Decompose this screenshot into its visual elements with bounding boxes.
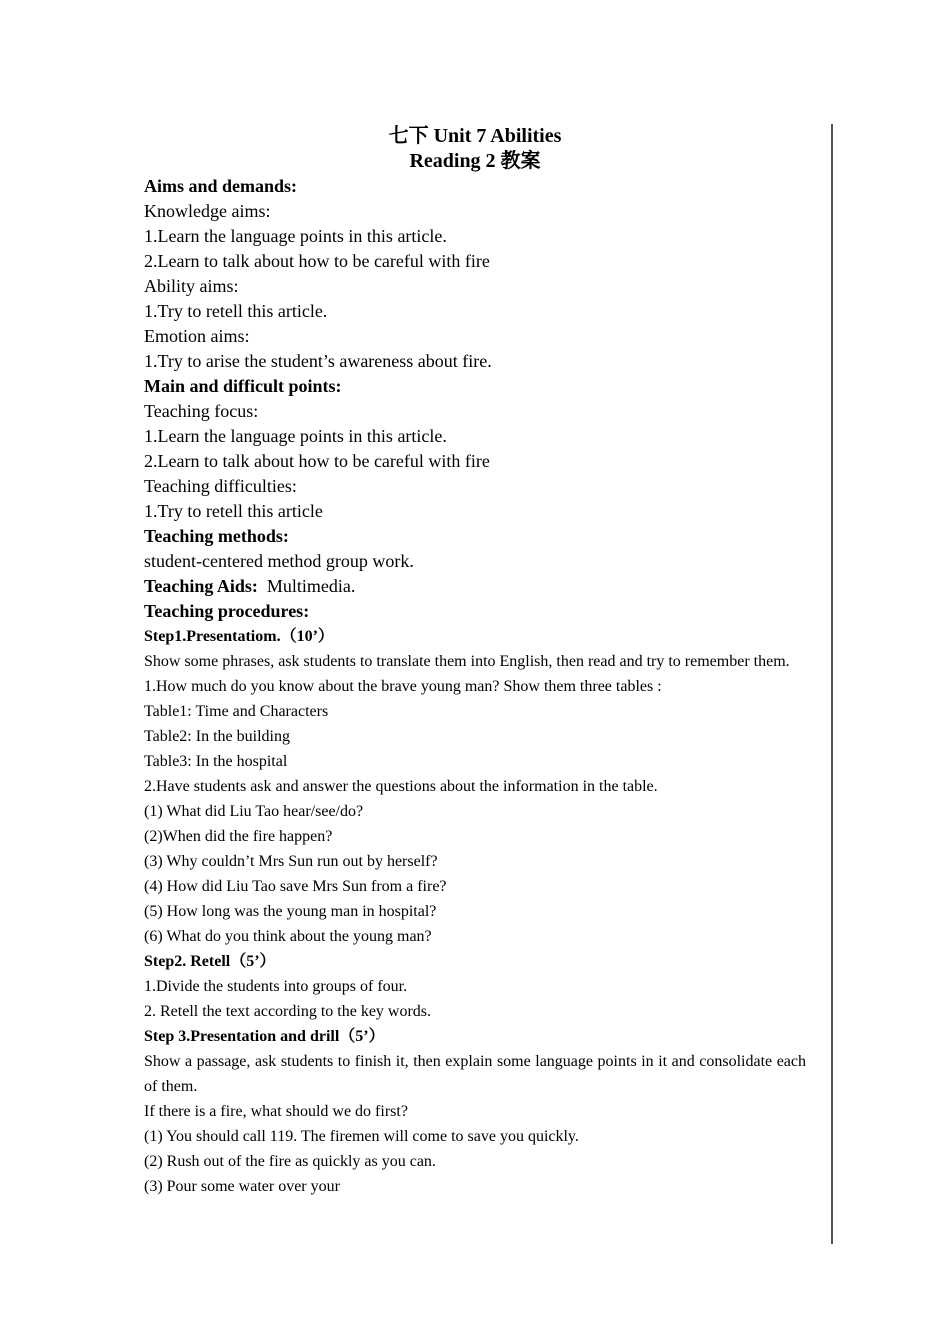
teaching-aids-line <box>144 574 806 599</box>
step1-table-2: Table2: In the building <box>144 728 290 745</box>
knowledge-aim-1: 1.Learn the language points in this article. <box>144 226 447 246</box>
ability-aims-heading: Ability aims: <box>144 276 239 296</box>
teaching-methods-heading: Teaching methods: <box>144 526 289 546</box>
step1-question-2: 2.Have students ask and answer the questions about the information in the table. <box>144 778 658 795</box>
step1-sub-question: (3) Why couldn’t Mrs Sun run out by herself? <box>144 853 438 870</box>
step1-question-1: 1.How much do you know about the brave young man? Show them three tables : <box>144 678 662 695</box>
step2-item-1: 1.Divide the students into groups of four. <box>144 978 408 995</box>
emotion-aims-heading: Emotion aims: <box>144 326 250 346</box>
step1-sub-question: (5) How long was the young man in hospital? <box>144 903 437 920</box>
step3-answer: (2) Rush out of the fire as quickly as you can. <box>144 1153 436 1170</box>
teaching-aids-heading: Teaching Aids: <box>144 576 258 596</box>
step1-sub-question: (6) What do you think about the young man? <box>144 928 432 945</box>
step2-item-2: 2. Retell the text according to the key words. <box>144 1003 432 1020</box>
teaching-focus-heading: Teaching focus: <box>144 401 259 421</box>
step1-table-3: Table3: In the hospital <box>144 753 288 770</box>
step3-intro: Show a passage, ask students to finish it, then explain some language points in it and consolidate each of them. <box>144 1053 806 1095</box>
teaching-methods-text: student-centered method group work. <box>144 551 414 571</box>
emotion-aim-1: 1.Try to arise the student’s awareness about fire. <box>144 351 492 371</box>
step1-sub-question: (1) What did Liu Tao hear/see/do? <box>144 803 364 820</box>
knowledge-aims-heading: Knowledge aims: <box>144 201 271 221</box>
step1-intro: Show some phrases, ask students to translate them into English, then read and try to remember them. <box>144 653 790 670</box>
step3-heading: Step 3.Presentation and drill（5’） <box>144 1028 385 1045</box>
document-title-line2: Reading 2 教案 <box>409 150 541 172</box>
step3-question: If there is a fire, what should we do first? <box>144 1103 408 1120</box>
teaching-difficulties-heading: Teaching difficulties: <box>144 476 297 496</box>
page-margin-rule <box>831 124 833 1244</box>
teaching-procedures-heading: Teaching procedures: <box>144 601 310 621</box>
teaching-focus-1: 1.Learn the language points in this article. <box>144 426 447 446</box>
lesson-plan-content <box>144 124 806 1199</box>
step2-heading: Step2. Retell（5’） <box>144 953 276 970</box>
aims-heading: Aims and demands: <box>144 176 298 196</box>
document-title-line1: 七下 Unit 7 Abilities <box>388 125 562 147</box>
step1-table-1: Table1: Time and Characters <box>144 703 329 720</box>
step3-answer: (3) Pour some water over your <box>144 1178 340 1195</box>
teaching-focus-2: 2.Learn to talk about how to be careful with fire <box>144 451 490 471</box>
step1-sub-question: (4) How did Liu Tao save Mrs Sun from a fire? <box>144 878 447 895</box>
teaching-difficulty-1: 1.Try to retell this article <box>144 501 323 521</box>
knowledge-aim-2: 2.Learn to talk about how to be careful with fire <box>144 251 490 271</box>
main-points-heading: Main and difficult points: <box>144 376 342 396</box>
ability-aim-1: 1.Try to retell this article. <box>144 301 328 321</box>
step1-heading: Step1.Presentatiom.（10’） <box>144 628 334 645</box>
teaching-aids-text: Multimedia. <box>266 576 356 596</box>
step3-answer: (1) You should call 119. The firemen will come to save you quickly. <box>144 1128 579 1145</box>
step1-sub-question: (2)When did the fire happen? <box>144 828 333 845</box>
